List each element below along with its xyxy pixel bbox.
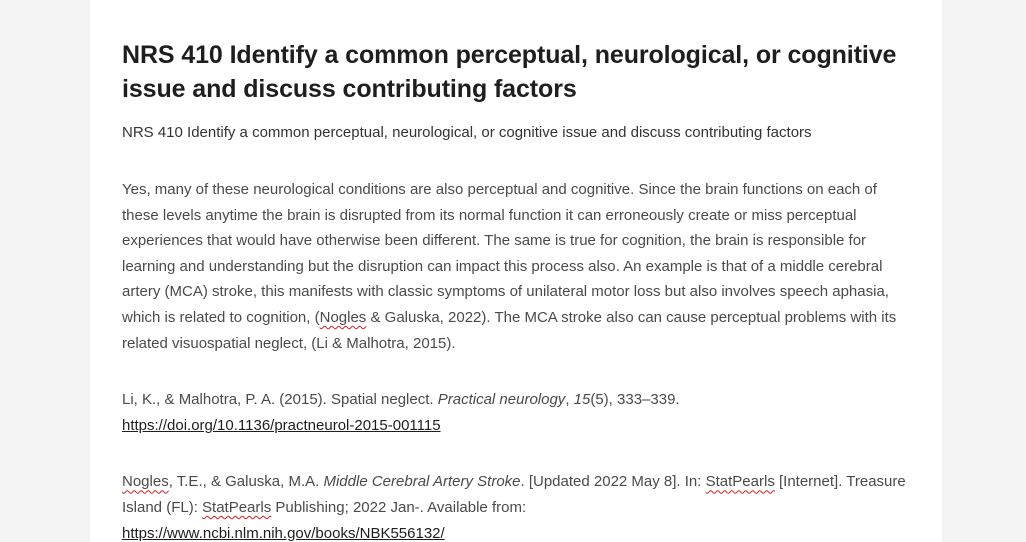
reference-1-pages: (5), 333–339. — [590, 391, 680, 409]
reference-2-authors: , T.E., & Galuska, M.A. — [168, 473, 324, 491]
spellcheck-word: Nogles — [122, 473, 169, 491]
reference-2-publisher: [Internet]. Treasure Island (FL): — [122, 473, 906, 516]
body-text-end: & Galuska, 2022). The MCA stroke also can cause perceptual problems with its related visuospatial neglect, (Li & Malhotra, 2015). — [122, 308, 897, 352]
spellcheck-word: Nogles — [319, 308, 367, 326]
reference-1-journal: Practical neurology — [437, 391, 566, 409]
reference-1-link[interactable]: https://doi.org/10.1136/practneurol-2015-001115 — [122, 416, 441, 434]
reference-1-volume: 15 — [573, 391, 591, 409]
reference-1 — [122, 387, 912, 438]
article-title: NRS 410 Identify a common perceptual, neurological, or cognitive issue and discuss contributing factors — [122, 41, 897, 103]
reference-1-authors: Li, K., & Malhotra, P. A. (2015). Spatial neglect. — [122, 391, 438, 409]
reference-2 — [122, 469, 912, 542]
reference-1-sep: , — [565, 391, 574, 409]
spellcheck-word: StatPearls — [202, 498, 272, 516]
reference-2-link[interactable]: https://www.ncbi.nlm.nih.gov/books/NBK556132/ — [122, 524, 445, 542]
article-content — [122, 38, 912, 542]
reference-2-updated: . [Updated 2022 May 8]. In: — [520, 473, 706, 491]
reference-2-available: Publishing; 2022 Jan-. Available from: — [271, 498, 527, 516]
body-text-start: Yes, many of these neurological conditions are also perceptual and cognitive. Since the brain functions on each of these levels anytime the brain is disrupted from its normal function it can erroneously create or miss perceptual experiences that would have otherwise been different. The same is true for cognition, the brain is responsible for learning and understanding but the disruption can impact this process also. An example is that of a middle cerebral artery (MCA) stroke, this manifests with classic symptoms of unilateral motor loss but also involves speech aphasia, which is related to cognition, ( — [122, 181, 889, 326]
document-page — [90, 0, 942, 542]
reference-2-title: Middle Cerebral Artery Stroke — [323, 473, 521, 491]
body-paragraph — [122, 177, 912, 356]
spellcheck-word: StatPearls — [705, 473, 775, 491]
article-subtitle: NRS 410 Identify a common perceptual, neurological, or cognitive issue and discuss contributing factors — [122, 124, 812, 141]
